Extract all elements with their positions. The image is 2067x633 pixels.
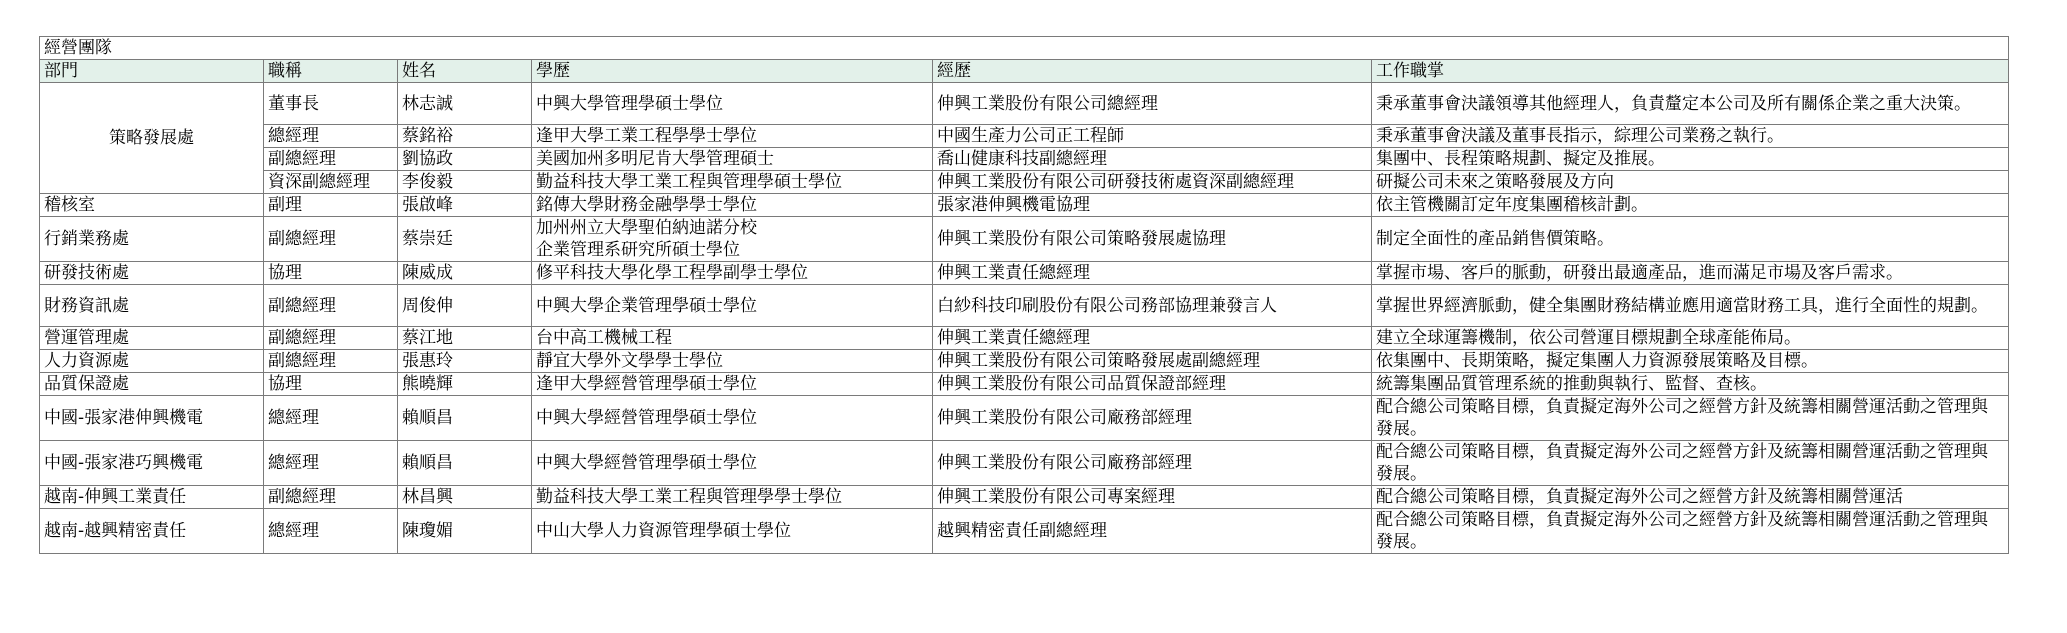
name-cell: 賴順昌 [398,441,532,486]
table-row [40,327,2009,350]
experience-cell: 喬山健康科技副總經理 [933,148,1372,171]
dept-cell: 財務資訊處 [40,285,264,327]
duty-cell: 掌握世界經濟脈動，健全集團財務結構並應用適當財務工具，進行全面性的規劃。 [1372,285,2009,327]
title-cell: 協理 [264,373,398,396]
title-cell: 總經理 [264,441,398,486]
education-cell: 中山大學人力資源管理學碩士學位 [532,509,933,554]
name-cell: 陳威成 [398,262,532,285]
dept-cell: 中國-張家港伸興機電 [40,396,264,441]
header-education: 學歷 [532,60,933,83]
dept-cell: 中國-張家港巧興機電 [40,441,264,486]
title-cell: 副總經理 [264,486,398,509]
header-duties: 工作職掌 [1372,60,2009,83]
title-row [40,37,2009,60]
header-dept: 部門 [40,60,264,83]
name-cell: 林昌興 [398,486,532,509]
experience-cell: 伸興工業股份有限公司研發技術處資深副總經理 [933,171,1372,194]
education-cell: 勤益科技大學工業工程與管理學學士學位 [532,486,933,509]
title-cell: 副理 [264,194,398,217]
experience-cell: 伸興工業股份有限公司總經理 [933,83,1372,125]
dept-cell: 行銷業務處 [40,217,264,262]
dept-cell: 品質保證處 [40,373,264,396]
name-cell: 周俊伸 [398,285,532,327]
table-row [40,171,2009,194]
header-title: 職稱 [264,60,398,83]
dept-cell: 越南-越興精密責任 [40,509,264,554]
experience-cell: 中國生產力公司正工程師 [933,125,1372,148]
education-cell: 美國加州多明尼肯大學管理碩士 [532,148,933,171]
name-cell: 張惠玲 [398,350,532,373]
experience-cell: 伸興工業責任總經理 [933,262,1372,285]
title-cell: 總經理 [264,509,398,554]
title-cell: 總經理 [264,125,398,148]
table-row [40,194,2009,217]
duty-cell: 制定全面性的產品銷售價策略。 [1372,217,2009,262]
experience-cell: 伸興工業股份有限公司廠務部經理 [933,396,1372,441]
title-cell: 總經理 [264,396,398,441]
title-cell: 董事長 [264,83,398,125]
table-row [40,350,2009,373]
education-cell: 銘傳大學財務金融學學士學位 [532,194,933,217]
experience-cell: 伸興工業股份有限公司策略發展處副總經理 [933,350,1372,373]
education-cell: 修平科技大學化學工程學副學士學位 [532,262,933,285]
education-cell: 中興大學管理學碩士學位 [532,83,933,125]
education-cell: 勤益科技大學工業工程與管理學碩士學位 [532,171,933,194]
education-cell: 逢甲大學工業工程學學士學位 [532,125,933,148]
duty-cell: 配合總公司策略目標，負責擬定海外公司之經營方針及統籌相關營運活 [1372,486,2009,509]
education-cell: 靜宜大學外文學學士學位 [532,350,933,373]
experience-cell: 張家港伸興機電協理 [933,194,1372,217]
dept-cell: 策略發展處 [40,83,264,194]
table-row [40,509,2009,554]
education-cell: 逢甲大學經營管理學碩士學位 [532,373,933,396]
title-cell: 副總經理 [264,285,398,327]
experience-cell: 伸興工業責任總經理 [933,327,1372,350]
table-row [40,262,2009,285]
duty-cell: 配合總公司策略目標，負責擬定海外公司之經營方針及統籌相關營運活動之管理與發展。 [1372,509,2009,554]
header-row [40,60,2009,83]
duty-cell: 配合總公司策略目標，負責擬定海外公司之經營方針及統籌相關營運活動之管理與發展。 [1372,441,2009,486]
duty-cell: 依主管機關訂定年度集團稽核計劃。 [1372,194,2009,217]
duty-cell: 建立全球運籌機制，依公司營運目標規劃全球產能佈局。 [1372,327,2009,350]
duty-cell: 秉承董事會決議領導其他經理人，負責釐定本公司及所有關係企業之重大決策。 [1372,83,2009,125]
table-row [40,217,2009,262]
name-cell: 蔡銘裕 [398,125,532,148]
name-cell: 賴順昌 [398,396,532,441]
education-cell: 中興大學經營管理學碩士學位 [532,441,933,486]
experience-cell: 伸興工業股份有限公司品質保證部經理 [933,373,1372,396]
sheet-title: 經營團隊 [40,37,2009,60]
name-cell: 蔡江地 [398,327,532,350]
management-team-sheet [39,36,2008,554]
title-cell: 協理 [264,262,398,285]
duty-cell: 掌握市場、客戶的脈動，研發出最適產品，進而滿足市場及客戶需求。 [1372,262,2009,285]
header-name: 姓名 [398,60,532,83]
education-cell: 加州州立大學聖伯納迪諾分校 企業管理系研究所碩士學位 [532,217,933,262]
education-cell: 中興大學企業管理學碩士學位 [532,285,933,327]
experience-cell: 伸興工業股份有限公司專案經理 [933,486,1372,509]
dept-cell: 越南-伸興工業責任 [40,486,264,509]
table-row [40,373,2009,396]
experience-cell: 白紗科技印刷股份有限公司務部協理兼發言人 [933,285,1372,327]
dept-cell: 營運管理處 [40,327,264,350]
title-cell: 副總經理 [264,148,398,171]
dept-cell: 人力資源處 [40,350,264,373]
name-cell: 陳瓊媚 [398,509,532,554]
duty-cell: 配合總公司策略目標，負責擬定海外公司之經營方針及統籌相關營運活動之管理與發展。 [1372,396,2009,441]
duty-cell: 統籌集團品質管理系統的推動與執行、監督、查核。 [1372,373,2009,396]
header-experience: 經歷 [933,60,1372,83]
name-cell: 張啟峰 [398,194,532,217]
duty-cell: 依集團中、長期策略，擬定集團人力資源發展策略及目標。 [1372,350,2009,373]
experience-cell: 伸興工業股份有限公司廠務部經理 [933,441,1372,486]
experience-cell: 越興精密責任副總經理 [933,509,1372,554]
name-cell: 熊曉輝 [398,373,532,396]
name-cell: 李俊毅 [398,171,532,194]
table-row [40,83,2009,125]
duty-cell: 集團中、長程策略規劃、擬定及推展。 [1372,148,2009,171]
duty-cell: 秉承董事會決議及董事長指示，綜理公司業務之執行。 [1372,125,2009,148]
title-cell: 資深副總經理 [264,171,398,194]
dept-cell: 研發技術處 [40,262,264,285]
table-row [40,148,2009,171]
name-cell: 林志誠 [398,83,532,125]
title-cell: 副總經理 [264,350,398,373]
name-cell: 劉協政 [398,148,532,171]
education-cell: 台中高工機械工程 [532,327,933,350]
name-cell: 蔡崇廷 [398,217,532,262]
title-cell: 副總經理 [264,217,398,262]
table-row [40,285,2009,327]
table-row [40,486,2009,509]
title-cell: 副總經理 [264,327,398,350]
management-team-table [39,36,2009,554]
dept-cell: 稽核室 [40,194,264,217]
experience-cell: 伸興工業股份有限公司策略發展處協理 [933,217,1372,262]
table-row [40,125,2009,148]
table-row [40,396,2009,441]
table-row [40,441,2009,486]
duty-cell: 研擬公司未來之策略發展及方向 [1372,171,2009,194]
education-cell: 中興大學經營管理學碩士學位 [532,396,933,441]
